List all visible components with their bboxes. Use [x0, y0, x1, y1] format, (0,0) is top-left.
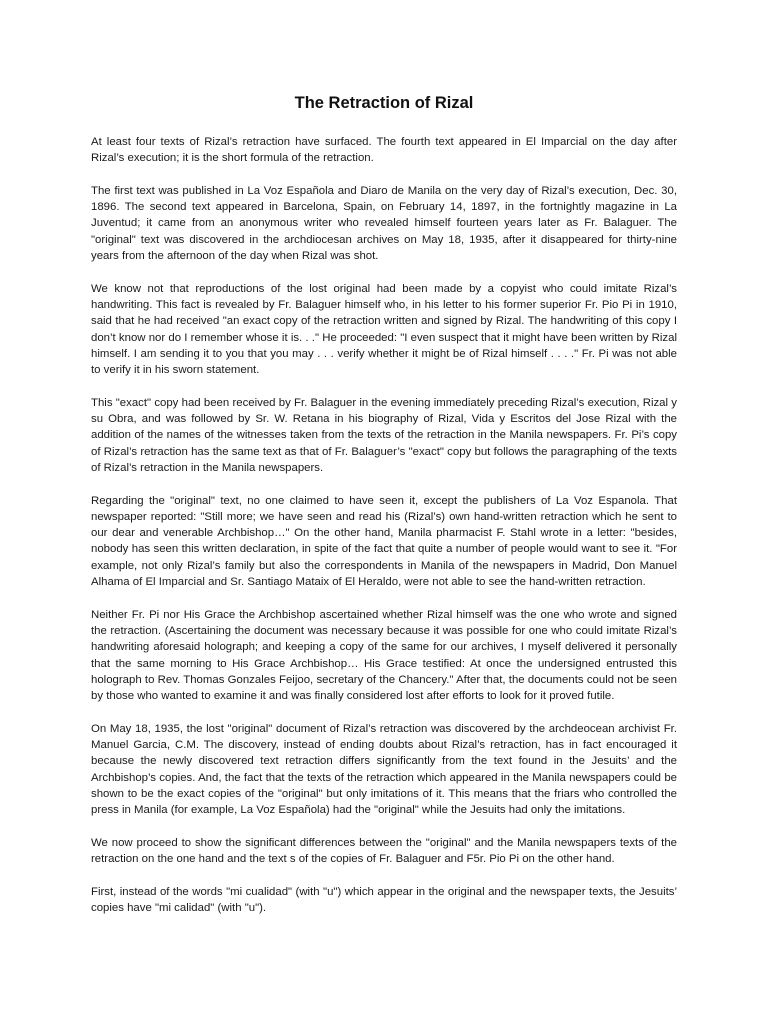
paragraph: We know not that reproductions of the lost original had been made by a copyist who could imitate Rizal’s handwriting. This fact is revealed by Fr. Balaguer himself who, in his letter to his former superior Fr. Pio Pi in 1910, said that he had received "an exact copy of the retraction written and signed by Rizal. The handwriting of this copy I don’t know nor do I remember whose it is. . ." He proceeded: "I even suspect that it might have been written by Rizal himself. I am sending it to you that you may . . . verify whether it might be of Rizal himself . . . ." Fr. Pi was not able to verify it in his sworn statement.: [91, 282, 677, 377]
document-body: [91, 134, 677, 916]
paragraph: We now proceed to show the significant differences between the "original" and the Manila newspapers texts of the retraction on the one hand and the text s of the copies of Fr. Balaguer and F5r. Pio Pi on the other hand.: [91, 836, 677, 866]
paragraph: On May 18, 1935, the lost "original" document of Rizal’s retraction was discovered by the archdeocean archivist Fr. Manuel Garcia, C.M. The discovery, instead of ending doubts about Rizal’s retraction, has in fact encouraged it because the newly discovered text retraction differs significantly from the text found in the Jesuits’ and the Archbishop’s copies. And, the fact that the texts of the retraction which appeared in the Manila newspapers could be shown to be the exact copies of the "original" but only imitations of it. This means that the friars who controlled the press in Manila (for example, La Voz Española) had the "original" while the Jesuits had only the imitations.: [91, 722, 677, 817]
paragraph: This "exact" copy had been received by Fr. Balaguer in the evening immediately preceding Rizal’s execution, Rizal y su Obra, and was followed by Sr. W. Retana in his biography of Rizal, Vida y Escritos del Jose Rizal with the addition of the names of the witnesses taken from the texts of the retraction in the Manila newspapers. Fr. Pi’s copy of Rizal’s retraction has the same text as that of Fr. Balaguer’s "exact" copy but follows the paragraphing of the texts of Rizal’s retraction in the Manila newspapers.: [91, 396, 677, 474]
paragraph: The first text was published in La Voz Española and Diaro de Manila on the very day of Rizal’s execution, Dec. 30, 1896. The second text appeared in Barcelona, Spain, on February 14, 1897, in the fortnightly magazine in La Juventud; it came from an anonymous writer who revealed himself fourteen years later as Fr. Balaguer. The "original" text was discovered in the archdiocesan archives on May 18, 1935, after it disappeared for thirty-nine years from the afternoon of the day when Rizal was shot.: [91, 184, 677, 263]
document-title: The Retraction of Rizal: [294, 94, 474, 112]
paragraph: First, instead of the words "mi cualidad" (with "u") which appear in the original and the newspaper texts, the Jesuits’ copies have "mi calidad" (with "u").: [91, 885, 677, 914]
paragraph: Neither Fr. Pi nor His Grace the Archbishop ascertained whether Rizal himself was the one who wrote and signed the retraction. (Ascertaining the document was necessary because it was possible for one who could imitate Rizal’s handwriting aforesaid holograph; and keeping a copy of the same for our archives, I myself delivered it personally that the same morning to His Grace Archbishop… His Grace testified: At once the undersigned entrusted this holograph to Rev. Thomas Gonzales Feijoo, secretary of the Chancery." After that, the documents could not be seen by those who wanted to examine it and was finally considered lost after efforts to look for it proved futile.: [91, 608, 677, 703]
paragraph: Regarding the "original" text, no one claimed to have seen it, except the publishers of La Voz Espanola. That newspaper reported: "Still more; we have seen and read his (Rizal’s) own hand-written retraction which he sent to our dear and venerable Archbishop…" On the other hand, Manila pharmacist F. Stahl wrote in a letter: "besides, nobody has seen this written declaration, in spite of the fact that quite a number of people would want to see it. "For example, not only Rizal’s family but also the correspondents in Manila of the newspapers in Madrid, Don Manuel Alhama of El Imparcial and Sr. Santiago Mataix of El Heraldo, were not able to see the hand-written retraction.: [91, 494, 677, 589]
paragraph: At least four texts of Rizal’s retraction have surfaced. The fourth text appeared in El Imparcial on the day after Rizal’s execution; it is the short formula of the retraction.: [91, 136, 677, 165]
